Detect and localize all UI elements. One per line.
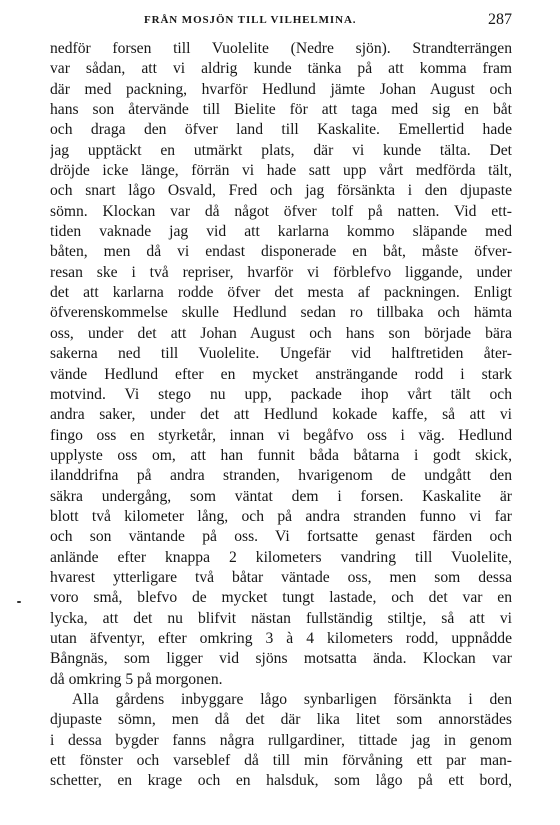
text-line: hans son återvände till Bielite för att taga med sig en båt	[50, 101, 512, 119]
text-line: ilanddrifna på andra stranden, hvarigenom de undgått den	[50, 467, 512, 485]
text-line: båten, men då vi endast disponerade en båt, måste öfver-	[50, 243, 512, 261]
text-line: oss, under det att Johan August och hans son började bära	[50, 324, 512, 342]
text-line: då omkring 5 på morgonen.	[50, 670, 223, 688]
text-line: upplyste oss om, att han funnit båda båtarna i godt skick,	[50, 446, 512, 464]
margin-mark	[17, 601, 21, 603]
text-line: resan ske i två repriser, hvarför vi förblefvo liggande, under	[50, 263, 512, 281]
text-line: voro små, blefvo de mycket tungt lastade, och det var en	[50, 589, 512, 607]
text-line: andra saker, under det att Hedlund kokade kaffe, så att vi	[50, 406, 512, 424]
text-line: lycka, att det nu blifvit nästan fullständig stiltje, så att vi	[50, 609, 512, 627]
text-line: Alla gårdens inbyggare lågo synbarligen försänkta i den	[72, 691, 512, 708]
text-line: jag upptäckt en utmärkt plats, där vi kunde tälta. Det	[50, 141, 512, 159]
text-line: ett fönster och varseblef då till min förvåning ett par man-	[50, 752, 512, 770]
text-line: hvarest ytterligare två båtar väntade oss, men som dessa	[50, 568, 512, 586]
text-line: öfverenskommelse skulle Hedlund sedan ro tillbaka och hämta	[50, 304, 512, 322]
text-line: och snart lågo Osvald, Fred och jag försänkta i den djupaste	[50, 182, 512, 200]
text-line: säkra undergång, som väntat dem i forsen. Kaskalite är	[50, 487, 512, 505]
text-line: var sådan, att vi aldrig kunde tänka på att komma fram	[50, 60, 512, 78]
text-line: nedför forsen till Vuolelite (Nedre sjön). Strandterrängen	[50, 40, 512, 57]
text-line: och draga den öfver land till Kaskalite. Emellertid hade	[50, 121, 512, 139]
text-line: blott två kilometer lång, och på andra stranden funno vi far	[50, 507, 512, 525]
text-line: anlände efter knappa 2 kilometers vandring till Vuolelite,	[50, 548, 512, 566]
text-line: det att karlarna rodde öfver det mesta af packningen. Enligt	[50, 284, 512, 302]
running-title: FRÅN MOSJÖN TILL VILHELMINA.	[144, 14, 357, 26]
body-text	[50, 39, 512, 792]
text-line: schetter, en krage och en halsduk, som lågo på ett bord,	[50, 772, 512, 790]
text-line: tiden vaknade jag vid att karlarna kommo släpande med	[50, 223, 512, 241]
text-line: dröjde icke länge, förrän vi hade satt upp vårt medförda tält,	[50, 162, 512, 180]
running-head	[50, 13, 512, 33]
text-line: där med packning, hvarför Hedlund jämte Johan August och	[50, 80, 512, 98]
text-line: vände Hedlund efter en mycket ansträngande rodd i stark	[50, 365, 512, 383]
text-line: utan äfventyr, efter omkring 3 à 4 kilometers rodd, uppnådde	[50, 629, 512, 647]
text-line: sakerna ned till Vuolelite. Ungefär vid halftretiden åter-	[50, 345, 512, 363]
text-line: Bångnäs, som ligger vid sjöns motsatta ända. Klockan var	[50, 650, 512, 668]
page-number: 287	[488, 11, 512, 28]
text-line: djupaste sömn, men då det där lika litet som annorstädes	[50, 711, 512, 729]
text-line: och son väntande på oss. Vi fortsatte genast färden och	[50, 528, 512, 546]
text-line: i dessa bygder fanns några rullgardiner, tittade jag in genom	[50, 731, 512, 749]
text-line: motvind. Vi stego nu upp, packade ihop vårt tält och	[50, 385, 512, 403]
text-line: fingo oss en styrketår, innan vi begåfvo oss i väg. Hedlund	[50, 426, 512, 444]
text-line: sömn. Klockan var då något öfver tolf på natten. Vid ett-	[50, 202, 512, 220]
